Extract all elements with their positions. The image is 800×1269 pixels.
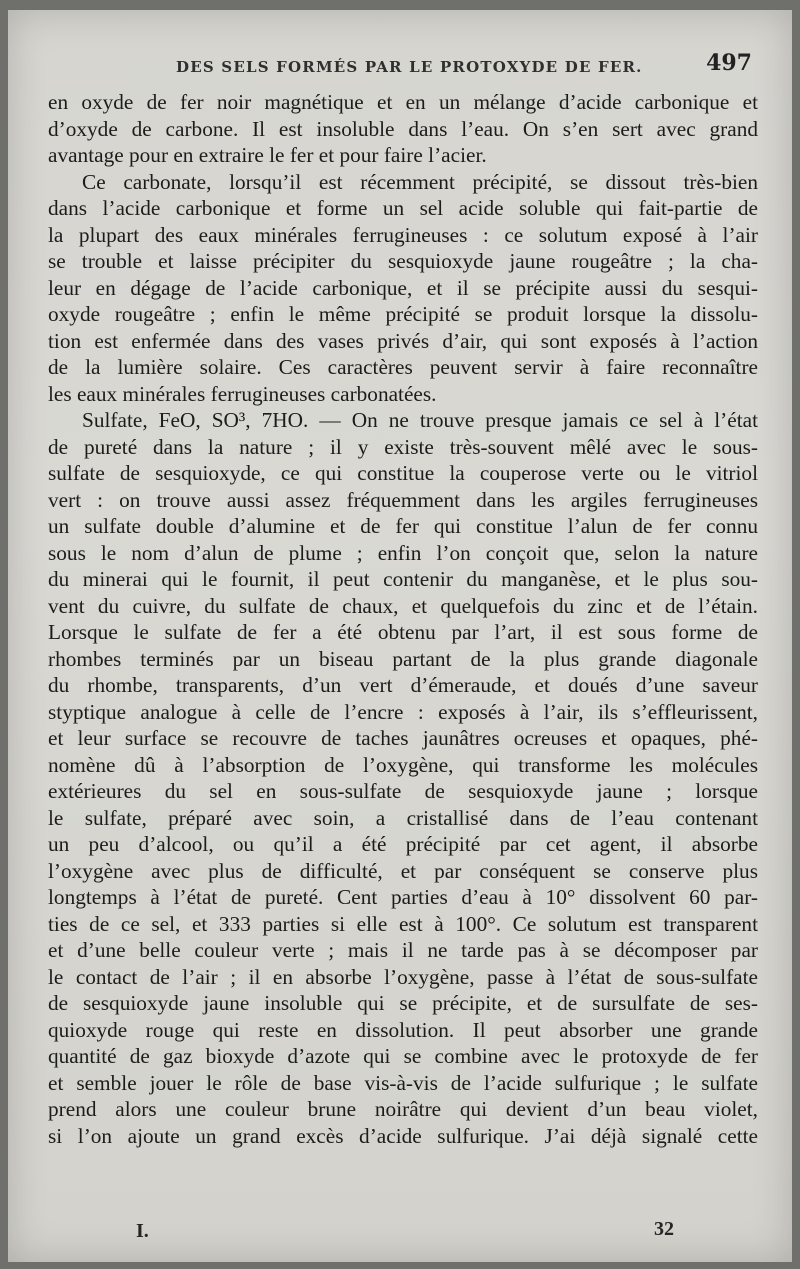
text-line: la plupart des eaux minérales ferrugineuses : ce solutum exposé à l’air — [48, 222, 758, 247]
text-line: tion est enfermée dans des vases privés d’air, qui sont exposés à l’action — [48, 328, 758, 353]
text-line: avantage pour en extraire le fer et pour faire l’acier. — [48, 143, 487, 167]
text-line: quioxyde rouge qui reste en dissolution. Il peut absorber une grande — [48, 1017, 758, 1042]
text-line: sulfate de sesquioxyde, ce qui constitue la couperose verte ou le vitriol — [48, 461, 758, 485]
text-line: leur en dégage de l’acide carbonique, et il se précipite aussi du sesqui- — [48, 275, 758, 300]
text-line: l’oxygène avec plus de difficulté, et par conséquent se conserve plus — [48, 858, 758, 883]
text-line: de sesquioxyde jaune insoluble qui se précipite, et de sursulfate de ses- — [48, 991, 758, 1015]
text-line: oxyde rougeâtre ; enfin le même précipité se produit lorsque la dissolu- — [48, 302, 758, 326]
page-footer — [136, 1218, 674, 1248]
text-line: de pureté dans la nature ; il y existe très-souvent mêlé avec le sous- — [48, 434, 758, 459]
text-line: rhombes terminés par un biseau partant de la plus grande diagonale — [48, 646, 758, 671]
page-number: 497 — [706, 50, 752, 76]
page-header — [176, 46, 752, 86]
text-line: et d’une belle couleur verte ; mais il ne tarde pas à se décomposer par — [48, 938, 758, 962]
signature-mark: I. — [136, 1220, 149, 1242]
text-line: styptique analogue à celle de l’encre : exposés à l’air, ils s’effleurissent, — [48, 699, 758, 724]
text-line: Sulfate, FeO, SO³, 7HO. — On ne trouve presque jamais ce sel à l’état — [82, 408, 758, 432]
text-line: Ce carbonate, lorsqu’il est récemment précipité, se dissout très-bien — [82, 169, 758, 194]
text-line: se trouble et laisse précipiter du sesquioxyde jaune rougeâtre ; la cha- — [48, 249, 758, 273]
text-line: vert : on trouve aussi assez fréquemment dans les argiles ferrugineuses — [48, 487, 758, 512]
text-line: extérieures du sel en sous-sulfate de sesquioxyde jaune ; lorsque — [48, 779, 758, 803]
text-line: du minerai qui le fournit, il peut contenir du manganèse, et le plus sou- — [48, 567, 758, 591]
text-line: en oxyde de fer noir magnétique et en un mélange d’acide carbonique et — [48, 90, 758, 114]
text-line: et leur surface se recouvre de taches jaunâtres ocreuses et opaques, phé- — [48, 726, 758, 750]
text-line: de la lumière solaire. Ces caractères peuvent servir à faire reconnaître — [48, 355, 758, 379]
text-line: le sulfate, préparé avec soin, a cristallisé dans de l’eau contenant — [48, 805, 758, 830]
text-line: quantité de gaz bioxyde d’azote qui se combine avec le protoxyde de fer — [48, 1044, 758, 1068]
text-line: un peu d’alcool, ou qu’il a été précipité par cet agent, il absorbe — [48, 832, 758, 856]
text-line: les eaux minérales ferrugineuses carbonatées. — [48, 381, 437, 406]
text-line: vent du cuivre, du sulfate de chaux, et quelquefois du zinc et de l’étain. — [48, 593, 758, 618]
text-line: ties de ce sel, et 333 parties si elle est à 100°. Ce solutum est transparent — [48, 911, 758, 936]
text-line: et semble jouer le rôle de base vis-à-vis de l’acide sulfurique ; le sulfate — [48, 1070, 758, 1095]
text-line: si l’on ajoute un grand excès d’acide sulfurique. J’ai déjà signalé cette — [48, 1123, 758, 1148]
book-page — [8, 10, 792, 1262]
body-text — [48, 89, 758, 1149]
text-line: un sulfate double d’alumine et de fer qui constitue l’alun de fer connu — [48, 514, 758, 538]
text-line: sous le nom d’alun de plume ; enfin l’on conçoit que, selon la nature — [48, 540, 758, 565]
text-line: longtemps à l’état de pureté. Cent parties d’eau à 10° dissolvent 60 par- — [48, 885, 758, 909]
text-line: nomène dû à l’absorption de l’oxygène, qui transforme les molécules — [48, 752, 758, 777]
text-line: le contact de l’air ; il en absorbe l’oxygène, passe à l’état de sous-sulfate — [48, 964, 758, 989]
sheet-number: 32 — [654, 1218, 674, 1240]
text-line: Lorsque le sulfate de fer a été obtenu par l’art, il est sous forme de — [48, 620, 758, 644]
text-line: d’oxyde de carbone. Il est insoluble dans l’eau. On s’en sert avec grand — [48, 116, 758, 141]
running-title: DES SELS FORMÉS PAR LE PROTOXYDE DE FER. — [176, 58, 643, 76]
text-line: dans l’acide carbonique et forme un sel acide soluble qui fait-partie de — [48, 196, 758, 220]
text-line: du rhombe, transparents, d’un vert d’émeraude, et doués d’une saveur — [48, 673, 758, 697]
text-line: prend alors une couleur brune noirâtre qui devient d’un beau violet, — [48, 1097, 758, 1121]
